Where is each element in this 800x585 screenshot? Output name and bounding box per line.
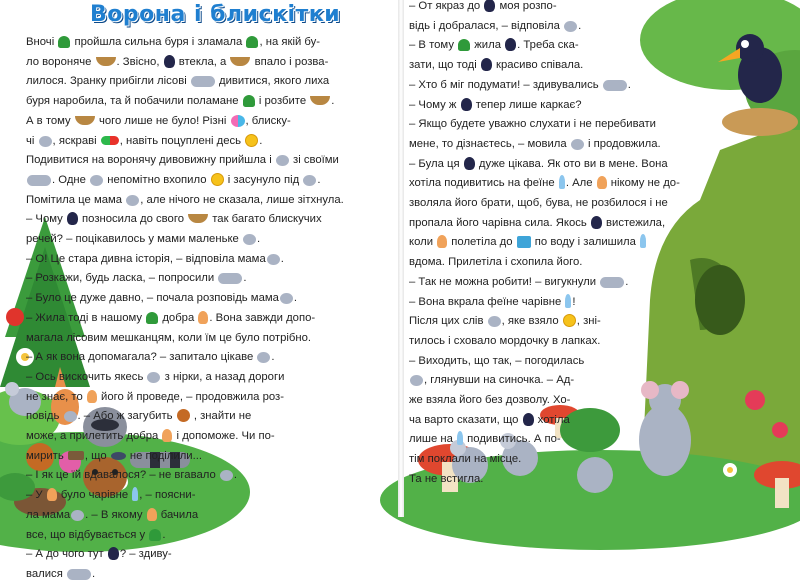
mouse-icon bbox=[243, 234, 256, 245]
magic-mirror-icon bbox=[457, 431, 463, 445]
mouse-icon bbox=[410, 375, 423, 386]
story-line: не знає, то його й проведе, – продовжила роз- bbox=[26, 390, 284, 403]
story-line: хотіла подивитись на феїне . Але нікому не до- bbox=[409, 177, 680, 190]
story-line: – Розкажи, будь ласка, – попросили . bbox=[26, 272, 247, 285]
crow-icon bbox=[505, 38, 516, 51]
story-line: тім поклали на місце. bbox=[409, 453, 522, 466]
mice-icon bbox=[191, 76, 215, 87]
fairy-icon bbox=[162, 429, 172, 442]
crow-icon bbox=[591, 216, 602, 229]
story-line: – Чому позносила до свого так багато блискучих bbox=[26, 213, 322, 226]
story-line: – Якщо будете уважно слухати і не перебивати bbox=[409, 118, 656, 131]
nest-icon bbox=[310, 96, 330, 105]
nest-icon bbox=[96, 57, 116, 66]
mice-icon bbox=[67, 569, 91, 580]
magic-mirror-icon bbox=[559, 175, 565, 189]
mouse-icon bbox=[488, 316, 501, 327]
fairy-icon bbox=[198, 311, 208, 324]
coin-icon bbox=[245, 134, 258, 147]
mouse-icon bbox=[147, 372, 160, 383]
story-line: вдома. Прилетіла і схопила його. bbox=[409, 256, 583, 269]
story-line: повідь . – Або ж загубить , знайти не bbox=[26, 410, 252, 423]
mice-icon bbox=[603, 80, 627, 91]
bush-icon bbox=[246, 36, 258, 48]
tree-hollow bbox=[695, 265, 745, 335]
mouse-icon bbox=[220, 470, 233, 481]
story-line: може, а прилетить добра і допоможе. Чи по- bbox=[26, 430, 275, 443]
mouse-icon bbox=[564, 21, 577, 32]
mouse-icon bbox=[571, 139, 584, 150]
story-line: – Виходить, що так, – погодилась bbox=[409, 354, 585, 367]
coin-icon bbox=[563, 314, 576, 327]
story-line: лише на подивитись. А по- bbox=[409, 433, 561, 446]
crow-icon bbox=[108, 547, 119, 560]
page-gutter bbox=[398, 0, 404, 517]
bush-icon bbox=[146, 312, 158, 324]
coin-icon bbox=[211, 173, 224, 186]
story-line: . Одне непомітно вхопило і засунуло під . bbox=[26, 171, 344, 191]
mouse-icon bbox=[276, 155, 289, 166]
story-line: – І як це їй вдавалося? – не вгавало . bbox=[26, 469, 238, 482]
crow-icon bbox=[481, 58, 492, 71]
story-line: тилось і сховало мордочку в лапках. bbox=[409, 334, 601, 347]
story-line: – А до чого тут ? – здиву- bbox=[26, 548, 172, 561]
story-line: магала лісовим мешканцям, коли їм це було потрібно. bbox=[26, 331, 312, 344]
story-line: – Хто б міг подумати! – здивувались . bbox=[409, 78, 631, 91]
mice-icon bbox=[218, 273, 242, 284]
story-line: ча варто сказати, що хотіла bbox=[409, 413, 570, 426]
story-line: ло вороняче . Звісно, втекла, а впало і розва- bbox=[26, 55, 329, 68]
feather-icon bbox=[111, 452, 126, 460]
story-title: Ворона і блискітки bbox=[90, 2, 341, 27]
magic-mirror-icon bbox=[132, 487, 138, 501]
crow-icon bbox=[67, 212, 78, 225]
story-line: відь і добралася, – відповіла . bbox=[409, 19, 582, 32]
story-line: зати, що тоді красиво співала. bbox=[409, 59, 584, 72]
magic-mirror-icon bbox=[565, 294, 571, 308]
nest-icon bbox=[230, 57, 250, 66]
story-line: – О! Це стара дивна історія, – відповіла мама . bbox=[26, 252, 284, 265]
shiny-things-icon bbox=[231, 115, 245, 127]
mouse-icon bbox=[126, 195, 139, 206]
story-line: же взяла його без дозволу. Хо- bbox=[409, 394, 571, 407]
story-text-left bbox=[26, 33, 344, 585]
story-line: мене, то дізнаєтесь, – мовила і продовжила. bbox=[409, 137, 661, 150]
mice-icon bbox=[27, 175, 51, 186]
crow-icon bbox=[461, 98, 472, 111]
story-line: зволяла його брати, щоб, бува, не розбилося і не bbox=[409, 197, 668, 210]
story-line: А в тому чого лише не було! Різні , блиску- bbox=[26, 114, 291, 127]
story-line: все, що відбувається у . bbox=[26, 528, 166, 541]
story-line: Вночі пройшла сильна буря і зламала , на якій бу- bbox=[26, 36, 321, 48]
story-line: валися . bbox=[26, 567, 96, 580]
rowan-berries bbox=[6, 308, 24, 326]
story-line: Помітила це мама , але нічого не сказала, лише зітхнула. bbox=[26, 193, 344, 206]
bush-icon bbox=[243, 95, 255, 107]
bush-icon bbox=[458, 39, 470, 51]
twig-icon bbox=[68, 451, 84, 460]
fairy-icon bbox=[87, 390, 97, 403]
fairy-icon bbox=[597, 176, 607, 189]
story-line: – Жила тоді в нашому добра . Вона завжди допо- bbox=[26, 311, 316, 324]
story-line: – Була ця дуже цікава. Як ото ви в мене. Вона bbox=[409, 157, 668, 170]
mouse-icon bbox=[257, 352, 270, 363]
rose-flower bbox=[745, 390, 765, 410]
story-line: – Чому ж тепер лише каркає? bbox=[409, 98, 582, 111]
crow-icon bbox=[523, 413, 534, 426]
mouse-icon bbox=[303, 175, 316, 186]
story-line: пропала його чарівна сила. Якось вистежила, bbox=[409, 216, 666, 229]
crow-nest bbox=[722, 108, 798, 136]
story-line: Та не встигла. bbox=[409, 472, 484, 485]
story-line: – А як вона допомагала? – запитало цікаве . bbox=[26, 351, 275, 364]
nest-icon bbox=[75, 116, 95, 125]
story-line: ла мама . – В якому бачила bbox=[26, 508, 199, 521]
story-line: лилося. Зранку прибігли лісові дивитися, якого лиха bbox=[26, 75, 330, 88]
squirrel-icon bbox=[177, 409, 190, 422]
fairy-icon bbox=[437, 235, 447, 248]
river-icon bbox=[517, 236, 531, 248]
story-line: Після цих слів , яке взяло , зні- bbox=[409, 315, 601, 328]
mouse-icon bbox=[267, 254, 280, 265]
fairy-icon bbox=[147, 508, 157, 521]
story-line: , глянувши на синочка. – Ад- bbox=[409, 371, 680, 391]
story-line: – Було це дуже давно, – почала розповідь мама . bbox=[26, 292, 298, 305]
story-line: чі , яскраві , навіть поцуплені десь . bbox=[26, 134, 263, 147]
magic-mirror-icon bbox=[640, 234, 646, 248]
story-line: – Вона вкрала феїне чарівне ! bbox=[409, 295, 576, 308]
story-line: речей? – поцікавилось у мами маленьке . bbox=[26, 233, 261, 246]
story-line: Подивитися на воронячу дивовижну прийшла і зі своїми bbox=[26, 154, 339, 167]
crow-icon bbox=[484, 0, 495, 12]
story-line: мирить , що не поділили... bbox=[26, 449, 203, 462]
story-line: – У було чарівне , – поясни- bbox=[26, 489, 196, 502]
crow-icon bbox=[164, 55, 175, 68]
story-line: – Так не можна робити! – вигукнули . bbox=[409, 275, 629, 288]
mouse-icon bbox=[71, 510, 84, 521]
crow-icon bbox=[464, 157, 475, 170]
story-line: буря наробила, та й побачили поламане і розбите . bbox=[26, 95, 335, 108]
right-page bbox=[400, 0, 800, 517]
beads-icon bbox=[101, 136, 119, 145]
nest-icon bbox=[188, 214, 208, 223]
story-line: коли полетіла до по воду і залишила bbox=[409, 233, 680, 253]
mouse-icon bbox=[90, 175, 103, 186]
story-text-right bbox=[409, 0, 680, 490]
mouse-icon bbox=[64, 411, 77, 422]
mouse-icon bbox=[280, 293, 293, 304]
story-line: – В тому жила . Треба ска- bbox=[409, 39, 579, 52]
fairy-icon bbox=[47, 488, 57, 501]
story-line: – Ось вискочить якесь з нірки, а назад дороги bbox=[26, 370, 285, 383]
bush-icon bbox=[58, 36, 70, 48]
mice-icon bbox=[600, 277, 624, 288]
mouse-icon bbox=[39, 136, 52, 147]
story-line: – От якраз до моя розпо- bbox=[409, 0, 557, 12]
bush-icon bbox=[149, 529, 161, 541]
